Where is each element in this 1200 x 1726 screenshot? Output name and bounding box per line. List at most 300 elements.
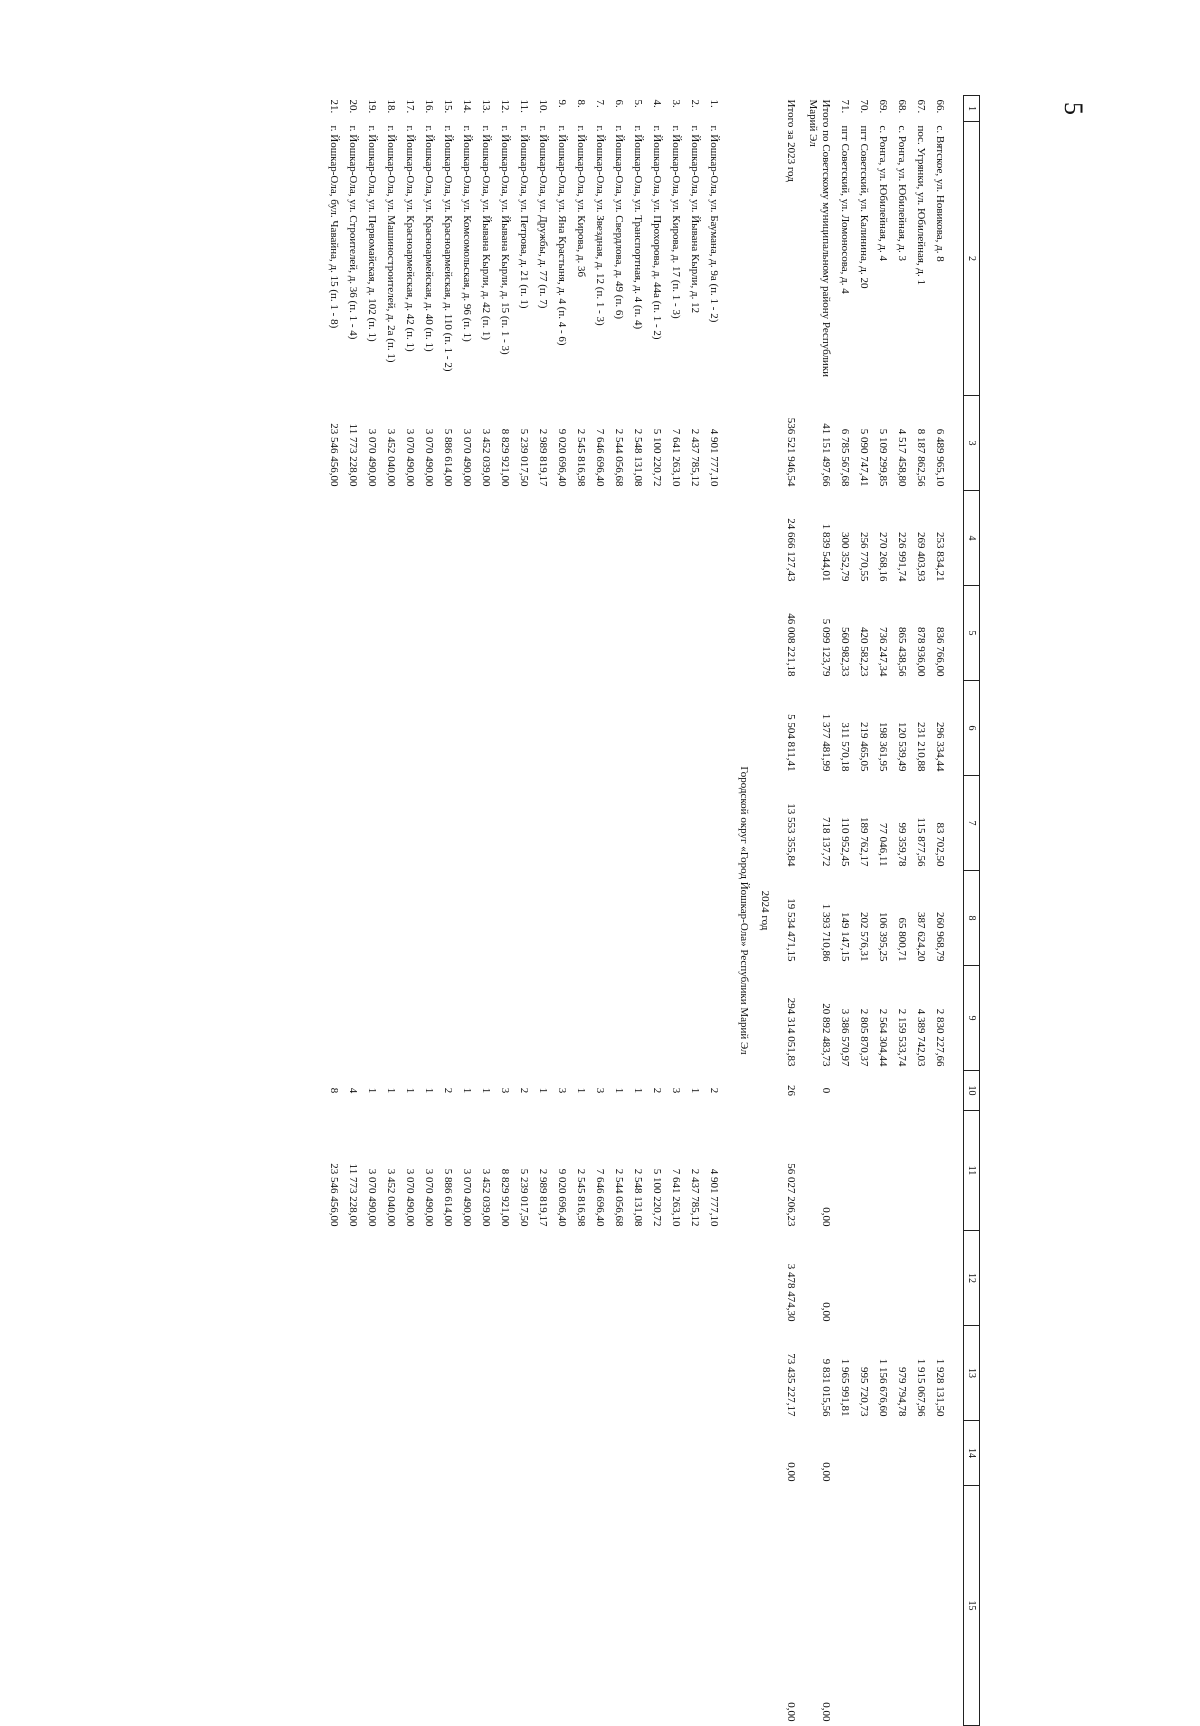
- cell-c15: [911, 1486, 930, 1726]
- table-row: [419, 96, 438, 1726]
- year-heading: [754, 96, 781, 1726]
- cell-c11: 4 901 777,10: [708, 1168, 720, 1227]
- cell-c3: 2 437 785,12: [689, 428, 701, 487]
- cell-c8: 149 147,15: [839, 912, 851, 962]
- cell-c11: 0,00: [820, 1207, 832, 1227]
- cell-c8: [628, 871, 647, 966]
- cell-c5: [647, 586, 666, 681]
- cell-c12: [552, 1231, 571, 1326]
- cell-c13: [381, 1326, 400, 1421]
- cell-c11: 2 437 785,12: [689, 1168, 701, 1227]
- cell-c13: 1 965 991,81: [839, 1358, 851, 1417]
- cell-c11: 5 100 220,72: [651, 1168, 663, 1227]
- cell-c8: [324, 871, 343, 966]
- cell-c3: 8 187 862,56: [915, 428, 927, 487]
- cell-c14: [552, 1421, 571, 1486]
- cell-c12: [514, 1231, 533, 1326]
- cell-c4: 256 770,55: [858, 532, 870, 582]
- repair-schedule-table: [324, 95, 980, 1726]
- cell-c14: [854, 1421, 873, 1486]
- table-row: [362, 96, 381, 1726]
- cell-c13: [685, 1326, 704, 1421]
- cell-c3: 7 641 263,10: [670, 428, 682, 487]
- cell-c15: 0,00: [820, 1702, 832, 1722]
- cell-c8: 65 800,71: [896, 917, 908, 962]
- table-row: [647, 96, 666, 1726]
- cell-c7: [685, 776, 704, 871]
- cell-c15: [362, 1486, 381, 1726]
- cell-c5: [514, 586, 533, 681]
- cell-c11: 5 886 614,00: [442, 1168, 454, 1227]
- cell-c15: [835, 1486, 854, 1726]
- cell-c5: [552, 586, 571, 681]
- cell-c7: [419, 776, 438, 871]
- cell-c12: [666, 1231, 685, 1326]
- table-row: [609, 96, 628, 1726]
- cell-c14: [362, 1421, 381, 1486]
- cell-c14: [892, 1421, 911, 1486]
- cell-name: г. Йошкар-Ола, ул. Свердлова, д. 49 (п. 6): [613, 125, 625, 320]
- cell-c8: [533, 871, 552, 966]
- cell-c8: [514, 871, 533, 966]
- cell-c4: [419, 491, 438, 586]
- cell-c7: [647, 776, 666, 871]
- cell-c9: [362, 966, 381, 1071]
- cell-c12: [457, 1231, 476, 1326]
- cell-c13: [457, 1326, 476, 1421]
- cell-c13: 9 831 015,56: [820, 1358, 832, 1417]
- cell-c4: 270 268,16: [877, 532, 889, 582]
- cell-c9: [609, 966, 628, 1071]
- cell-c5: [495, 586, 514, 681]
- cell-c3: 11 773 228,00: [347, 423, 359, 487]
- cell-c14: 0,00: [785, 1462, 797, 1482]
- column-header-8: 8: [964, 871, 980, 966]
- cell-c4: 269 403,93: [915, 532, 927, 582]
- cell-c5: [609, 586, 628, 681]
- cell-n: 19.: [366, 99, 378, 114]
- cell-c10: 26: [785, 1085, 797, 1096]
- table-row: [571, 96, 590, 1726]
- cell-c3: 5 239 017,50: [518, 428, 530, 487]
- cell-c13: [514, 1326, 533, 1421]
- cell-n: 68.: [896, 99, 908, 114]
- cell-n: 8.: [575, 99, 587, 108]
- cell-n: 66.: [934, 99, 946, 114]
- cell-c15: [533, 1486, 552, 1726]
- cell-c7: [400, 776, 419, 871]
- cell-c3: 2 545 816,98: [575, 428, 587, 487]
- cell-c8: 387 624,20: [915, 912, 927, 962]
- section-heading: [723, 96, 754, 1726]
- cell-c15: [628, 1486, 647, 1726]
- cell-c10: [911, 1071, 930, 1111]
- cell-c5: 878 936,00: [915, 627, 927, 677]
- cell-name: г. Йошкар-Ола, ул. Комсомольская, д. 96 (п. 1): [461, 125, 473, 342]
- cell-name: г. Йошкар-Ола, ул. Первомайская, д. 102 (п. 1): [366, 125, 378, 342]
- cell-c12: [571, 1231, 590, 1326]
- cell-n: 70.: [858, 99, 870, 114]
- cell-c6: 1 377 481,99: [820, 713, 832, 772]
- cell-name: пгт Советский, ул. Ломоносова, д. 4: [839, 125, 851, 294]
- cell-c11: 7 641 263,10: [670, 1168, 682, 1227]
- column-header-5: 5: [964, 586, 980, 681]
- cell-c7: [476, 776, 495, 871]
- cell-c12: [476, 1231, 495, 1326]
- cell-c10: 1: [404, 1087, 416, 1094]
- cell-c8: [571, 871, 590, 966]
- cell-c9: [476, 966, 495, 1071]
- cell-c15: [476, 1486, 495, 1726]
- cell-c10: [835, 1071, 854, 1111]
- cell-c10: 3: [594, 1087, 606, 1094]
- cell-c15: [381, 1486, 400, 1726]
- cell-c15: [343, 1486, 362, 1726]
- cell-c13: 995 720,73: [858, 1367, 870, 1417]
- cell-c5: [533, 586, 552, 681]
- cell-name: г. Йошкар-Ола, ул. Строителей, д. 36 (п. 1 - 4): [347, 125, 359, 340]
- cell-c5: 5 099 123,79: [820, 618, 832, 677]
- column-header-15: 15: [964, 1486, 980, 1726]
- cell-c15: [609, 1486, 628, 1726]
- cell-c6: [362, 681, 381, 776]
- cell-name: г. Йошкар-Ола, ул. Красноармейская, д. 110 (п. 1 - 2): [442, 125, 454, 372]
- cell-name: г. Йошкар-Ола, ул. Яна Крастыня, д. 4 (п. 4 - 6): [556, 125, 568, 346]
- cell-n: 2.: [689, 99, 701, 108]
- cell-c12: [533, 1231, 552, 1326]
- cell-c9: 2 830 227,66: [934, 1008, 946, 1067]
- cell-c8: 260 968,79: [934, 912, 946, 962]
- cell-c10: 1: [480, 1087, 492, 1094]
- cell-name: Итого за 2023 год: [785, 99, 797, 182]
- cell-c10: 2: [651, 1087, 663, 1094]
- cell-c7: [609, 776, 628, 871]
- cell-c14: [495, 1421, 514, 1486]
- cell-c14: 0,00: [820, 1462, 832, 1482]
- cell-c13: [704, 1326, 723, 1421]
- cell-c10: [892, 1071, 911, 1111]
- cell-name: пгт Советский, ул. Калинина, д. 20: [858, 125, 870, 289]
- cell-c7: [552, 776, 571, 871]
- table-row: [911, 96, 930, 1726]
- table-row: [476, 96, 495, 1726]
- cell-c5: 46 008 221,18: [785, 613, 797, 677]
- cell-c13: [628, 1326, 647, 1421]
- cell-c3: 6 489 965,10: [934, 428, 946, 487]
- cell-c6: 219 465,05: [858, 722, 870, 772]
- cell-c15: [590, 1486, 609, 1726]
- cell-c9: [514, 966, 533, 1071]
- cell-c13: [400, 1326, 419, 1421]
- cell-c11: 11 773 228,00: [347, 1163, 359, 1227]
- table-row: [514, 96, 533, 1726]
- cell-c10: 0: [820, 1087, 832, 1094]
- cell-name: г. Йошкар-Ола, ул. Кирова, д. 17 (п. 1 - 3): [670, 125, 682, 319]
- cell-c7: [343, 776, 362, 871]
- cell-c15: [400, 1486, 419, 1726]
- cell-c8: [666, 871, 685, 966]
- cell-n: 11.: [518, 99, 530, 113]
- cell-c11: [873, 1111, 892, 1231]
- cell-c6: 5 504 811,41: [785, 714, 797, 772]
- cell-c3: 3 452 039,00: [480, 428, 492, 487]
- cell-c6: [438, 681, 457, 776]
- cell-c3: 41 151 497,66: [820, 423, 832, 487]
- cell-c11: 2 989 819,17: [537, 1168, 549, 1227]
- cell-c9: [704, 966, 723, 1071]
- cell-c7: [362, 776, 381, 871]
- cell-c5: [438, 586, 457, 681]
- cell-name: г. Йошкар-Ола, ул. Звездная, д. 12 (п. 1 - 3): [594, 125, 606, 326]
- cell-c14: [533, 1421, 552, 1486]
- cell-c7: [704, 776, 723, 871]
- table-row: [590, 96, 609, 1726]
- cell-c10: 3: [499, 1087, 511, 1094]
- cell-c14: [514, 1421, 533, 1486]
- table-row: [400, 96, 419, 1726]
- cell-c9: 2 159 533,74: [896, 1008, 908, 1067]
- cell-c9: [438, 966, 457, 1071]
- cell-name: г. Йошкар-Ола, ул. Йывана Кырли, д. 15 (п. 1 - 3): [499, 125, 511, 355]
- cell-c7: [628, 776, 647, 871]
- cell-c7: [381, 776, 400, 871]
- cell-c9: 2 805 870,37: [858, 1008, 870, 1067]
- cell-c13: [666, 1326, 685, 1421]
- column-header-14: 14: [964, 1421, 980, 1486]
- table-row: [873, 96, 892, 1726]
- cell-c13: [590, 1326, 609, 1421]
- cell-c4: [438, 491, 457, 586]
- cell-c5: [400, 586, 419, 681]
- year-total-row: [781, 96, 803, 1726]
- cell-c15: [930, 1486, 949, 1726]
- cell-c3: 9 020 696,40: [556, 428, 568, 487]
- cell-c5: [457, 586, 476, 681]
- cell-c8: 106 395,25: [877, 912, 889, 962]
- cell-c6: [704, 681, 723, 776]
- column-header-13: 13: [964, 1326, 980, 1421]
- cell-c9: [533, 966, 552, 1071]
- cell-c11: 2 545 816,98: [575, 1168, 587, 1227]
- cell-c5: [628, 586, 647, 681]
- cell-c11: 3 452 040,00: [385, 1168, 397, 1227]
- cell-c12: [930, 1231, 949, 1326]
- cell-c13: [495, 1326, 514, 1421]
- cell-name: г. Йошкар-Ола, ул. Красноармейская, д. 42 (п. 1): [404, 125, 416, 352]
- cell-c4: [647, 491, 666, 586]
- cell-c8: [476, 871, 495, 966]
- cell-c10: 1: [632, 1087, 644, 1094]
- cell-c4: [609, 491, 628, 586]
- cell-c11: 3 070 490,00: [461, 1168, 473, 1227]
- cell-c14: [873, 1421, 892, 1486]
- cell-c8: 202 576,31: [858, 912, 870, 962]
- cell-c13: [476, 1326, 495, 1421]
- column-number-header: [964, 96, 980, 1726]
- cell-c4: [476, 491, 495, 586]
- cell-n: 9.: [556, 99, 568, 108]
- cell-n: 14.: [461, 99, 473, 114]
- cell-c10: 1: [385, 1087, 397, 1094]
- table-row: [835, 96, 854, 1726]
- cell-c4: [666, 491, 685, 586]
- cell-c11: 2 544 056,68: [613, 1168, 625, 1227]
- cell-c14: [628, 1421, 647, 1486]
- cell-c9: [495, 966, 514, 1071]
- cell-c15: [438, 1486, 457, 1726]
- cell-c6: [476, 681, 495, 776]
- cell-c9: [647, 966, 666, 1071]
- rotated-table-sheet: [195, 95, 980, 1722]
- cell-n: 6.: [613, 99, 625, 108]
- cell-c5: [362, 586, 381, 681]
- cell-c9: [571, 966, 590, 1071]
- cell-c9: [419, 966, 438, 1071]
- cell-c6: [343, 681, 362, 776]
- table-row: [457, 96, 476, 1726]
- cell-c10: [930, 1071, 949, 1111]
- cell-c14: [324, 1421, 343, 1486]
- page-number: 5: [1059, 102, 1088, 115]
- cell-c6: [571, 681, 590, 776]
- cell-name: г. Йошкар-Ола, ул. Петрова, д. 21 (п. 1): [518, 125, 530, 309]
- cell-c12: [438, 1231, 457, 1326]
- cell-c12: 3 478 474,30: [785, 1263, 797, 1322]
- cell-n: 15.: [442, 99, 454, 114]
- cell-c10: 1: [366, 1087, 378, 1094]
- cell-c6: 198 361,95: [877, 722, 889, 772]
- cell-c15: 0,00: [785, 1702, 797, 1722]
- cell-c3: 3 070 490,00: [404, 428, 416, 487]
- cell-c15: [419, 1486, 438, 1726]
- cell-c10: [854, 1071, 873, 1111]
- cell-c11: [930, 1111, 949, 1231]
- cell-c12: [381, 1231, 400, 1326]
- cell-c9: 3 386 570,97: [839, 1008, 851, 1067]
- cell-n: 17.: [404, 99, 416, 114]
- cell-name: Итого по Советскому муниципальному району Республики Марий Эл: [807, 99, 832, 378]
- cell-c13: [324, 1326, 343, 1421]
- cell-c12: [704, 1231, 723, 1326]
- column-header-6: 6: [964, 681, 980, 776]
- cell-c3: 3 070 490,00: [461, 428, 473, 487]
- cell-c4: [685, 491, 704, 586]
- cell-c6: 120 539,49: [896, 722, 908, 772]
- cell-c13: [438, 1326, 457, 1421]
- cell-c12: [873, 1231, 892, 1326]
- cell-c3: 23 546 456,00: [328, 423, 340, 487]
- table-row: [666, 96, 685, 1726]
- cell-c10: 4: [347, 1087, 359, 1094]
- cell-c6: [457, 681, 476, 776]
- cell-c13: 1 928 131,50: [934, 1358, 946, 1417]
- cell-c12: [400, 1231, 419, 1326]
- cell-c8: [704, 871, 723, 966]
- cell-c14: [419, 1421, 438, 1486]
- cell-c6: 296 334,44: [934, 722, 946, 772]
- cell-name: г. Йошкар-Ола, ул. Прохорова, д. 44а (п. 1 - 2): [651, 125, 663, 340]
- spacer: [949, 96, 964, 1726]
- cell-c4: [628, 491, 647, 586]
- cell-c13: 979 794,78: [896, 1367, 908, 1417]
- column-header-2: 2: [964, 122, 980, 396]
- cell-c12: [835, 1231, 854, 1326]
- cell-c8: [457, 871, 476, 966]
- cell-c8: 1 393 710,86: [820, 903, 832, 962]
- cell-c15: [457, 1486, 476, 1726]
- cell-name: г. Йошкар-Ола, ул. Машиностроителей, д. 2а (п. 1): [385, 125, 397, 363]
- cell-c5: 736 247,34: [877, 627, 889, 677]
- cell-c8: [438, 871, 457, 966]
- cell-c5: 420 582,23: [858, 627, 870, 677]
- cell-c10: 1: [423, 1087, 435, 1094]
- cell-c4: [514, 491, 533, 586]
- cell-c6: 311 570,18: [839, 722, 851, 772]
- cell-n: 18.: [385, 99, 397, 114]
- cell-n: 20.: [347, 99, 359, 114]
- cell-c14: [609, 1421, 628, 1486]
- column-header-7: 7: [964, 776, 980, 871]
- cell-n: 10.: [537, 99, 549, 114]
- cell-c3: 3 070 490,00: [423, 428, 435, 487]
- cell-c6: [324, 681, 343, 776]
- cell-c7: 83 702,50: [934, 822, 946, 867]
- cell-c15: [495, 1486, 514, 1726]
- cell-c3: 5 886 614,00: [442, 428, 454, 487]
- cell-c4: [571, 491, 590, 586]
- cell-c10: 1: [537, 1087, 549, 1094]
- cell-c11: 3 070 490,00: [366, 1168, 378, 1227]
- cell-c12: [362, 1231, 381, 1326]
- column-header-1: 1: [964, 96, 980, 122]
- cell-c8: 19 534 471,15: [785, 898, 797, 962]
- table-row: [381, 96, 400, 1726]
- table-row: [438, 96, 457, 1726]
- cell-c10: 1: [575, 1087, 587, 1094]
- cell-n: 69.: [877, 99, 889, 114]
- cell-c12: [343, 1231, 362, 1326]
- cell-c11: 23 546 456,00: [328, 1163, 340, 1227]
- cell-c11: 9 020 696,40: [556, 1168, 568, 1227]
- cell-c11: 7 646 696,40: [594, 1168, 606, 1227]
- cell-c9: [400, 966, 419, 1071]
- cell-c8: [495, 871, 514, 966]
- cell-c12: 0,00: [820, 1302, 832, 1322]
- cell-c13: [343, 1326, 362, 1421]
- table-row: [892, 96, 911, 1726]
- cell-c5: 865 438,56: [896, 627, 908, 677]
- cell-c14: [476, 1421, 495, 1486]
- cell-c4: 1 839 544,01: [820, 523, 832, 582]
- cell-c11: [892, 1111, 911, 1231]
- cell-c11: [911, 1111, 930, 1231]
- cell-c15: [854, 1486, 873, 1726]
- cell-c10: 3: [670, 1087, 682, 1094]
- cell-c14: [666, 1421, 685, 1486]
- cell-c14: [571, 1421, 590, 1486]
- cell-c4: [457, 491, 476, 586]
- cell-n: 71.: [839, 99, 851, 114]
- table-row: [854, 96, 873, 1726]
- cell-c13: [571, 1326, 590, 1421]
- cell-c4: [400, 491, 419, 586]
- cell-c13: 1 915 067,96: [915, 1358, 927, 1417]
- cell-c6: [552, 681, 571, 776]
- cell-c6: [419, 681, 438, 776]
- cell-c13: [647, 1326, 666, 1421]
- cell-c11: 8 829 921,00: [499, 1168, 511, 1227]
- column-header-4: 4: [964, 491, 980, 586]
